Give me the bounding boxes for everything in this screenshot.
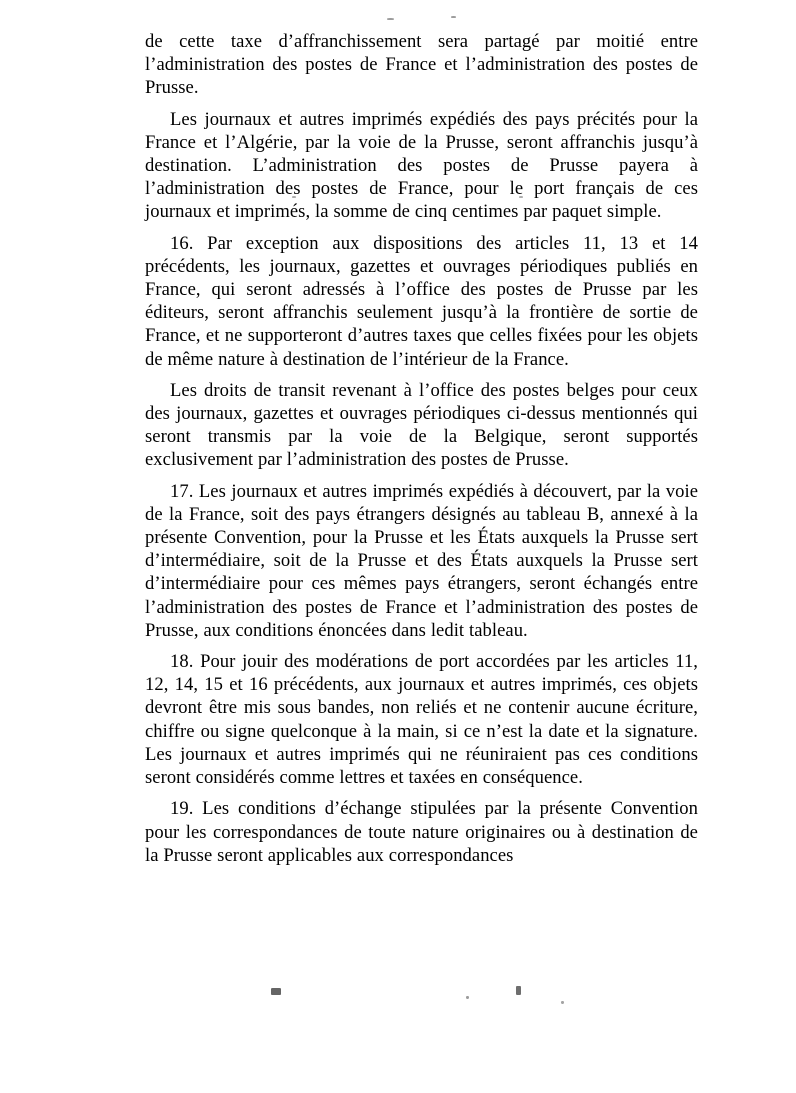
article-16-paragraph: 16. Par exception aux dispositions des articles 11, 13 et 14 précédents, les journaux, gazettes et ouvrages périodiques publiés en France, qui seront adressés à l’office des postes de Prusse par les éditeurs, seront affranchis seulement jusqu’à la frontière de sortie de France, et ne supporteront d’autres taxes que celles fixées pour les objets de même nature à destination de l’intérieur de la France. [145,232,698,370]
scan-speckle [387,18,394,20]
paragraph-journaux-imprimes: Les journaux et autres imprimés expédiés des pays précités pour la France et l’Algérie, par la voie de la Prusse, seront affranchis jusqu’à destination. L’administration des postes de Prusse payera à l’administration des postes de France, pour le port français de ces journaux et imprimés, la somme de cinq centimes par paquet simple. [145,108,698,223]
scan-speckle [451,16,456,18]
scan-speckle [516,986,521,995]
article-17-paragraph: 17. Les journaux et autres imprimés expédiés à découvert, par la voie de la France, soit des pays étrangers désignés au tableau B, annexé à la présente Convention, pour la Prusse et les États auxquels la Prusse sert d’intermédiaire, soit de la Prusse et des États auxquels la Prusse sert d’intermédiaire pour ces mêmes pays étrangers, seront échangés entre l’administration des postes de France et l’administration des postes de Prusse, aux conditions énoncées dans ledit tableau. [145,480,698,641]
article-19-paragraph: 19. Les conditions d’échange stipulées par la présente Convention pour les correspondances de toute nature originaires ou à destination de la Prusse seront applicables aux correspondances [145,798,698,866]
scan-speckle [561,1001,564,1004]
document-text-block [145,30,698,867]
scan-speckle [271,988,281,995]
article-18-paragraph: 18. Pour jouir des modérations de port accordées par les articles 11, 12, 14, 15 et 16 précédents, aux journaux et autres imprimés, ces objets devront être mis sous bandes, non reliés et ne contenir aucune écriture, chiffre ou signe quelconque à la main, si ce n’est la date et la signature. Les journaux et autres imprimés qui ne réuniraient pas ces conditions seront considérés comme lettres et taxées en conséquence. [145,651,698,789]
paragraph-continuation: de cette taxe d’affranchissement sera partagé par moitié entre l’administration des postes de France et l’administration des postes de Prusse. [145,31,698,99]
scan-speckle [466,996,469,999]
paragraph-droits-de-transit: Les droits de transit revenant à l’office des postes belges pour ceux des journaux, gazettes et ouvrages périodiques ci-dessus mentionnés qui seront transmis par la voie de la Belgique, seront supportés exclusivement par l’administration des postes de Prusse. [145,379,698,471]
